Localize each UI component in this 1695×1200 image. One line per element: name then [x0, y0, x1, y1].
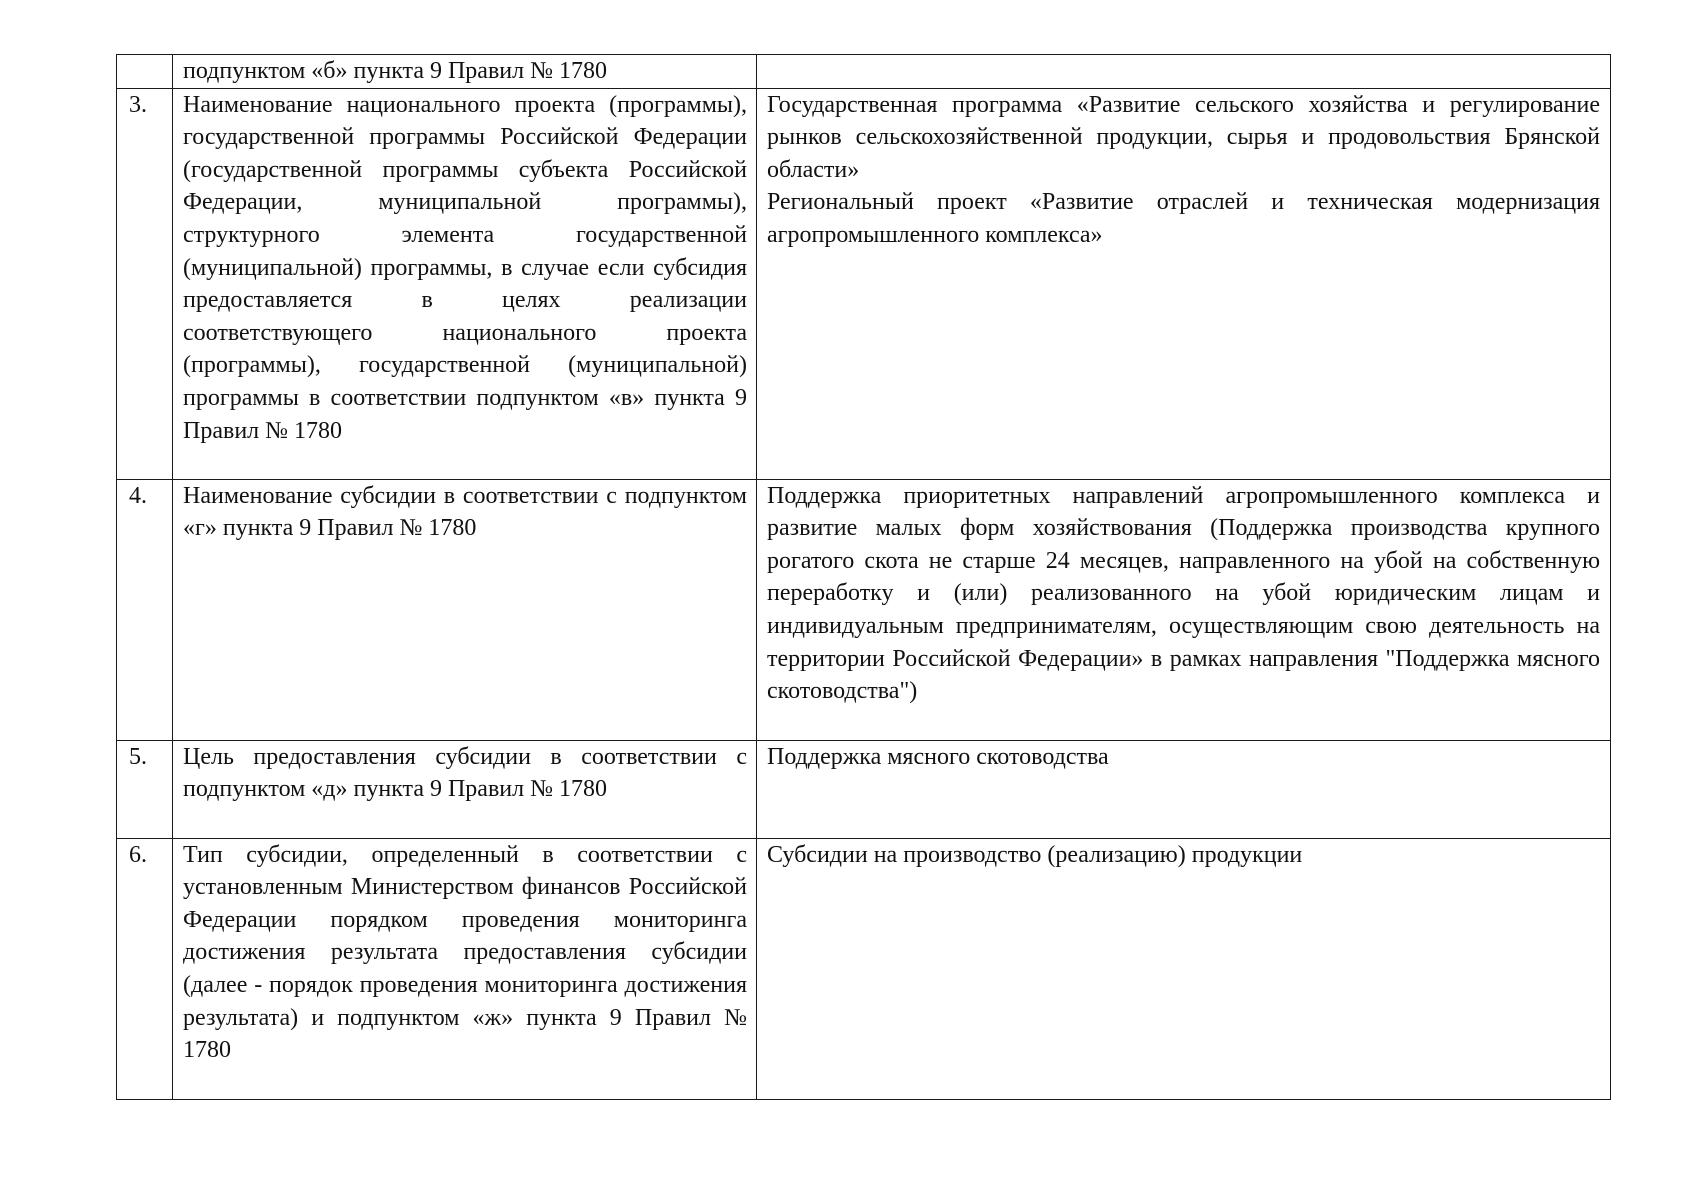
document-table [116, 54, 1611, 1100]
row-number-cell [117, 740, 173, 838]
row-label: Наименование национального проекта (программы), государственной программы Российской Федерации (государственной программы субъекта Российской Федерации, муниципальной программы), структурного элемента государственной (муниципальной) программы, в случае если субсидия предоставляется в целях реализации соответствующего национального проекта (программы), государственной (муниципальной) программы в соответствии подпунктом «в» пункта 9 Правил № 1780 [183, 91, 747, 444]
label-cell [173, 740, 757, 838]
row-value: Субсидии на производство (реализацию) продукции [767, 841, 1303, 868]
row-number-cell [117, 838, 173, 1099]
row-label: Наименование субсидии в соответствии с подпунктом «г» пункта 9 Правил № 1780 [183, 482, 747, 542]
label-cell [173, 838, 757, 1099]
row-number: 5. [129, 743, 147, 770]
label-cell [173, 88, 757, 479]
row-number: 4. [129, 482, 147, 509]
row-value: Поддержка приоритетных направлений агропромышленного комплекса и развитие малых форм хозяйствования (Поддержка производства крупного рогатого скота не старше 24 месяцев, направленного на убой на собственную переработку и (или) реализованного на убой юридическим лицам и индивидуальным предпринимателям, осуществляющим свою деятельность на территории Российской Федерации» в рамках направления "Поддержка мясного скотоводства") [767, 482, 1600, 705]
row-label: подпунктом «б» пункта 9 Правил № 1780 [183, 58, 608, 84]
row-label: Тип субсидии, определенный в соответствии с установленным Министерством финансов Российской Федерации порядком проведения мониторинга достижения результата предоставления субсидии (далее - порядок проведения мониторинга достижения результата) и подпунктом «ж» пункта 9 Правил № 1780 [183, 841, 747, 1064]
table-row [117, 479, 1611, 740]
table-row [117, 740, 1611, 838]
row-number-cell [117, 88, 173, 479]
row-number-cell [117, 55, 173, 89]
value-cell [757, 838, 1611, 1099]
table-row [117, 88, 1611, 479]
value-cell [757, 740, 1611, 838]
table-row [117, 838, 1611, 1099]
value-cell [757, 88, 1611, 479]
table-row [117, 55, 1611, 89]
label-cell [173, 55, 757, 89]
value-cell [757, 479, 1611, 740]
label-cell [173, 479, 757, 740]
row-number: 6. [129, 841, 147, 868]
value-cell [757, 55, 1611, 89]
row-value: Государственная программа «Развитие сельского хозяйства и регулирование рынков сельскохозяйственной продукции, сырья и продовольствия Брянской области» Региональный проект «Развитие отраслей и техническая модернизация агропромышленного комплекса» [767, 91, 1600, 248]
row-label: Цель предоставления субсидии в соответствии с подпунктом «д» пункта 9 Правил № 1780 [183, 743, 747, 803]
row-value: Поддержка мясного скотоводства [767, 743, 1109, 770]
row-number-cell [117, 479, 173, 740]
row-number: 3. [129, 91, 147, 118]
